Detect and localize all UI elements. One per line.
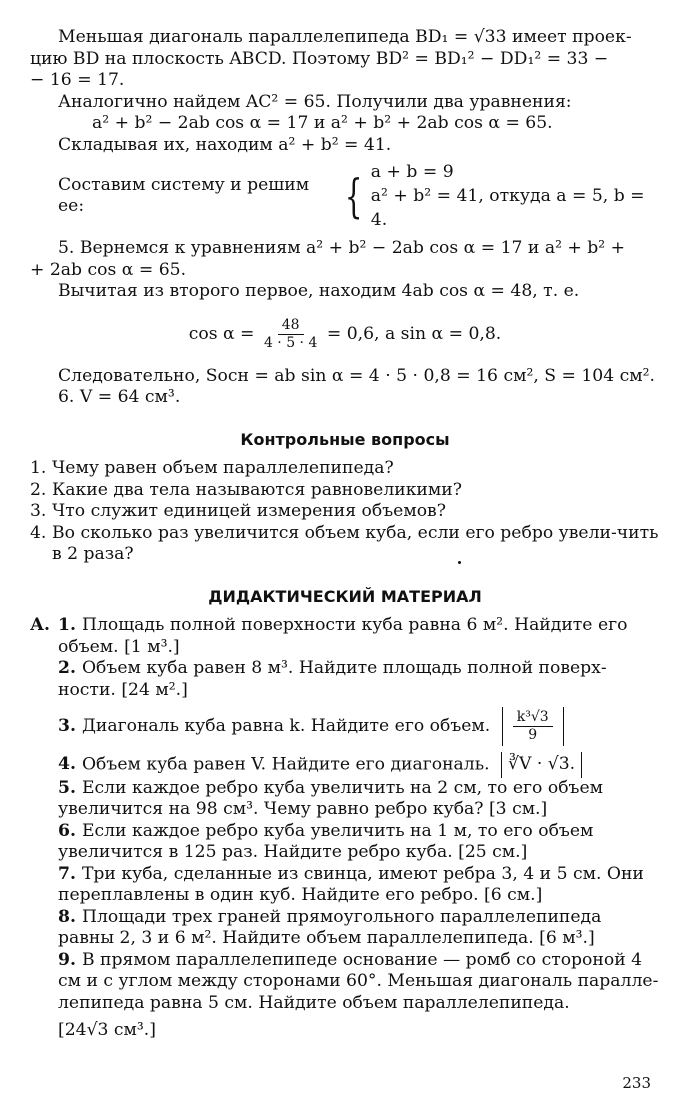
answer-bracket [501, 752, 582, 778]
solution-line-6: Складывая их, находим a² + b² = 41. [58, 134, 392, 155]
exercise-list [58, 615, 660, 1042]
cos-denominator: 4 · 5 · 4 [263, 334, 318, 351]
answer-denominator: 9 [528, 727, 538, 743]
cos-numerator: 48 [278, 317, 304, 335]
question-number: 2. [30, 479, 47, 500]
brace-glyph: { [344, 169, 362, 223]
exercise-text: Площадь полной поверхности куба равна 6 м². Найдите его объем. [1 м³.] [58, 615, 628, 657]
solution-line-10: Следовательно, Sосн = ab sin α = 4 · 5 · 0,8 = 16 см², S = 104 см². [58, 365, 655, 386]
section-label: А. [30, 615, 50, 635]
cos-lhs: cos α = [188, 323, 255, 344]
exercise-text: Объем куба равен V. Найдите его диагональ. [81, 754, 490, 775]
answer-numerator: k³√3 [513, 709, 553, 727]
exercise-text: Если каждое ребро куба увеличить на 1 м, то его объем увеличится в 125 раз. Найдите ребро куба. [25 см.] [58, 820, 594, 862]
system-eq-1: a + b = 9 [370, 162, 454, 182]
exercise-number: 6. [58, 820, 76, 841]
system-equations [371, 160, 660, 232]
question-text: Какие два тела называются равновеликими? [52, 479, 462, 500]
exercise-number: 9. [58, 949, 76, 970]
exercise-number: 4. [58, 754, 76, 775]
system-intro: Составим систему и решим ее: [58, 174, 310, 216]
exercise-number: 1. [58, 615, 76, 635]
solution-line-7: 5. Вернемся к уравнениям a² + b² − 2ab cos α = 17 и a² + b² + [58, 238, 626, 258]
exercise-text: Диагональ куба равна k. Найдите его объем. [81, 716, 491, 736]
exercise-number: 5. [58, 777, 76, 798]
control-questions-heading: Контрольные вопросы [240, 429, 450, 449]
solution-line-9: Вычитая из второго первое, находим 4ab cos α = 48, т. е. [58, 281, 580, 301]
question-item [30, 523, 660, 566]
cos-formula [30, 317, 660, 352]
question-number: 1. [30, 458, 47, 478]
print-speck [458, 561, 461, 564]
question-text: Что служит единицей измерения объемов? [52, 501, 446, 521]
solution-line-4: Аналогично найдем AC² = 65. Получили два уравнения: [58, 91, 572, 112]
exercise-text: Три куба, сделанные из свинца, имеют ребра 3, 4 и 5 см. Они переплавлены в один куб. Найдите его ребро. [6 см.] [58, 863, 644, 905]
exercise-text: Площади трех граней прямоугольного параллелепипеда равны 2, 3 и 6 м². Найдите объем параллелепипеда. [6 м³.] [58, 906, 602, 948]
solution-line-11: 6. V = 64 см³. [58, 387, 181, 407]
didactic-heading: ДИДАКТИЧЕСКИЙ МАТЕРИАЛ [208, 586, 482, 606]
question-text: Во сколько раз увеличится объем куба, если его ребро увели-чить в 2 раза? [52, 522, 659, 564]
solution-line-8: + 2ab cos α = 65. [30, 259, 187, 280]
solution-line-3: − 16 = 17. [30, 70, 125, 90]
exercise-number: 8. [58, 906, 76, 927]
answer-fraction [513, 709, 553, 744]
cos-rhs: = 0,6, а sin α = 0,8. [326, 323, 502, 344]
question-item [30, 458, 660, 480]
solution-line-2: цию BD на плоскость ABCD. Поэтому BD² = BD₁² − DD₁² = 33 − [30, 48, 609, 69]
exercise-text: В прямом параллелепипеде основание — ромб со стороной 4 см и с углом между сторонами 60°. Меньшая диагональ паралле-лепипеда равна 5 см. Найдите объем параллелепипеда. [58, 949, 659, 1013]
answer-bracket [502, 707, 564, 746]
question-text: Чему равен объем параллелепипеда? [52, 458, 394, 478]
question-item [30, 480, 660, 502]
system-eq-2: a² + b² = 41, откуда a = 5, b = 4. [370, 186, 645, 230]
question-item [30, 501, 660, 523]
exercise-text: Объем куба равен 8 м³. Найдите площадь полной поверх-ности. [24 м².] [58, 658, 607, 700]
cos-fraction [264, 317, 317, 352]
equation-system [30, 160, 660, 232]
exercise-text: Если каждое ребро куба увеличить на 2 см, то его объем увеличится на 98 см³. Чему равно ребро куба? [3 см.] [58, 777, 604, 819]
exercise-number: 7. [58, 863, 76, 884]
exercise-number: 2. [58, 658, 76, 678]
page-number: 233 [622, 1074, 651, 1092]
exercise-number: 3. [58, 716, 76, 736]
question-number: 3. [30, 501, 47, 521]
solution-line-1: Меньшая диагональ параллелепипеда BD₁ = √33 имеет проек- [58, 27, 632, 47]
question-number: 4. [30, 522, 47, 543]
exercise-answer: [24√3 см³.] [58, 1020, 156, 1040]
answer-text: ∛V · √3. [508, 754, 576, 774]
page-content [30, 27, 660, 1042]
equations-line: a² + b² − 2ab cos α = 17 и a² + b² + 2ab cos α = 65. [92, 113, 553, 133]
exercise-item [30, 615, 660, 1042]
